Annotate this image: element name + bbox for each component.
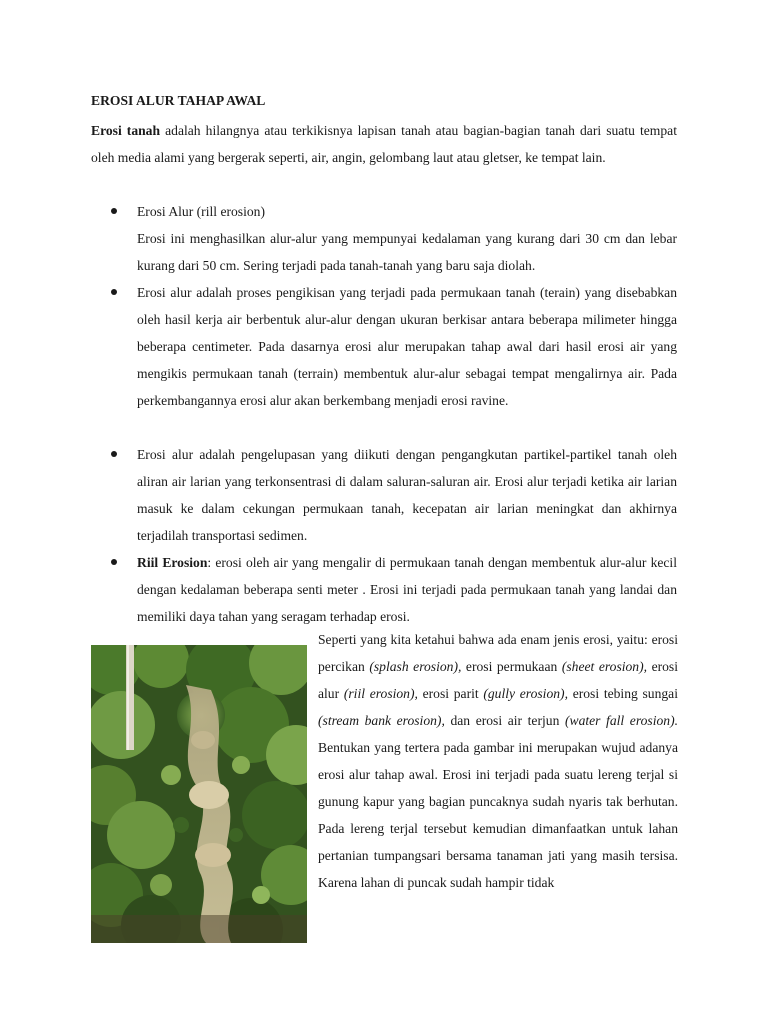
side-italic-sheet: (sheet erosion), — [561, 659, 648, 674]
side-text-1: Seperti yang kita ketahui bahwa ada enam jenis erosi, yaitu: erosi percikan — [318, 632, 678, 674]
bullet-icon — [111, 289, 117, 295]
side-italic-stream: (stream bank erosion), — [318, 713, 445, 728]
bullet-term-text: : erosi oleh air yang mengalir di permukaan tanah dengan membentuk alur-alur kecil dengan kedalaman beberapa senti meter . Erosi ini terjadi pada permukaan tanah yang landai dan memiliki daya tahan yang seragam terhadap erosi. — [137, 555, 677, 624]
side-text-6: dan erosi air terjun — [444, 713, 565, 728]
side-text-3: erosi alur — [318, 659, 678, 701]
side-italic-gully: (gully erosion), — [483, 686, 568, 701]
intro-term: Erosi tanah — [91, 123, 161, 138]
document-title: EROSI ALUR TAHAP AWAL — [91, 93, 266, 108]
bullet-item-definition-1 — [91, 279, 677, 414]
bullet-icon — [111, 208, 117, 214]
bullet-item-definition-2 — [91, 441, 677, 549]
bullet-text: Erosi ini menghasilkan alur-alur yang mempunyai kedalaman yang kurang dari 30 cm dan lebar kurang dari 50 cm. Sering terjadi pada tanah-tanah yang baru saja diolah. — [137, 231, 677, 273]
intro-paragraph — [91, 117, 677, 171]
side-italic-waterfall: (water fall erosion). — [564, 713, 678, 728]
side-text-2: erosi permukaan — [461, 659, 562, 674]
bullet-text: Erosi alur adalah proses pengikisan yang terjadi pada permukaan tanah (terain) yang disebabkan oleh hasil kerja air berbentuk alur-alur dengan ukuran berkisar antara beberapa milimeter hingga beberapa centimeter. Pada dasarnya erosi alur merupakan tahap awal dari hasil erosi air yang mengikis permukaan tanah (terrain) membentuk alur-alur sebagai tempat mengalirnya air. Pada perkembangannya erosi alur akan berkembang menjadi erosi ravine. — [137, 285, 677, 408]
rill-erosion-photo — [91, 645, 307, 943]
bullet-icon — [111, 559, 117, 565]
bullet-text — [137, 549, 677, 630]
side-italic-riil: (riil erosion), — [343, 686, 418, 701]
side-text-7: Bentukan yang tertera pada gambar ini merupakan wujud adanya erosi alur tahap awal. Erosi ini terjadi pada suatu lereng terjal si gunung kapur yang bagian puncaknya sudah nyaris tak berhutan. Pada lereng terjal tersebut kemudian dimanfaatkan untuk lahan pertanian tumpangsari bersama tanaman jati yang masih tersisa. Karena lahan di puncak sudah hampir tidak — [318, 740, 678, 890]
intro-text: adalah hilangnya atau terkikisnya lapisan tanah atau bagian-bagian tanah dari suatu tempat oleh media alami yang bergerak seperti, air, angin, gelombang laut atau gletser, ke tempat lain. — [91, 123, 677, 165]
side-text-4: erosi parit — [417, 686, 484, 701]
bullet-item-riil-erosion — [91, 549, 677, 630]
side-text-5: erosi tebing sungai — [567, 686, 678, 701]
bullet-heading: Erosi Alur (rill erosion) — [137, 204, 265, 219]
side-paragraph — [318, 626, 678, 896]
bullet-text: Erosi alur adalah pengelupasan yang diikuti dengan pengangkutan partikel-partikel tanah oleh aliran air larian yang terkonsentrasi di dalam saluran-saluran air. Erosi alur terjadi ketika air larian masuk ke dalam cekungan permukaan tanah, kecepatan air larian meningkat dan akhirnya terjadilah transportasi sedimen. — [137, 447, 677, 543]
bullet-item-rill-erosion — [91, 198, 677, 279]
bullet-icon — [111, 451, 117, 457]
side-italic-splash: (splash erosion), — [369, 659, 462, 674]
bullet-term: Riil Erosion — [137, 555, 208, 570]
